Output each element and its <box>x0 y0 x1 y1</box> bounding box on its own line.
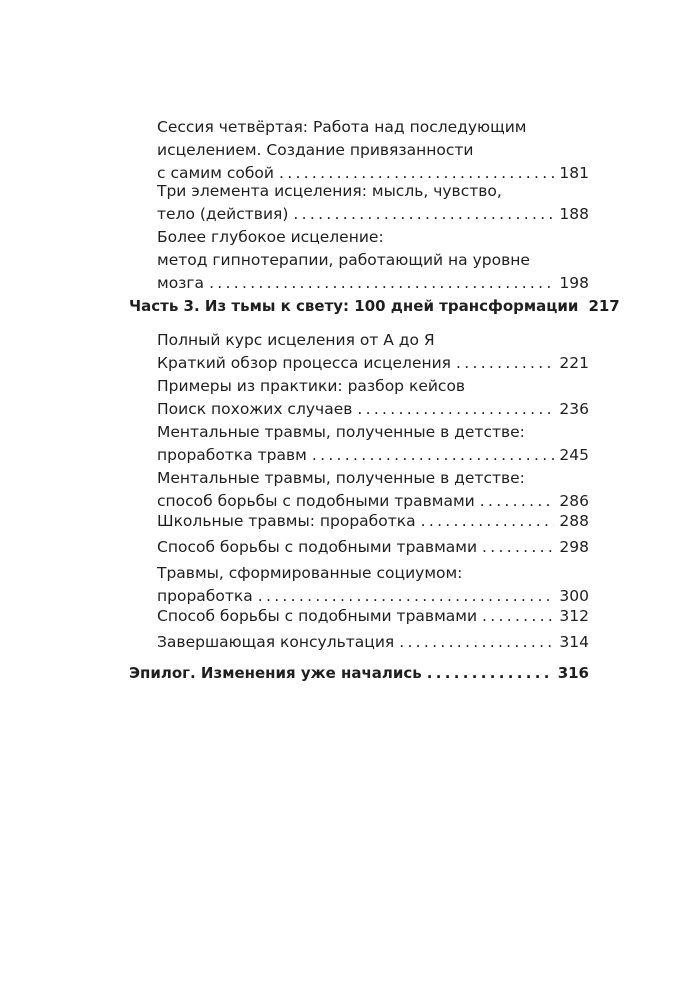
toc-entry[interactable] <box>157 536 589 559</box>
toc-entry[interactable] <box>157 631 589 654</box>
dot-leader <box>482 605 554 628</box>
toc-entry-title-line: способ борьбы с подобными травмами <box>157 492 475 510</box>
toc-entry-title-line: Завершающая консультация <box>157 633 395 651</box>
toc-entry-title-line: мозга <box>157 274 205 292</box>
toc-entry-title-line: Более глубокое исцеление: <box>157 228 384 246</box>
toc-entry-title-line: Травмы, сформированные социумом: <box>157 564 463 582</box>
toc-entry-title-line: тело (действия) <box>157 205 289 223</box>
dot-leader <box>427 662 553 685</box>
toc-entry-title-line: Способ борьбы с подобными травмами <box>157 538 478 556</box>
dot-leader <box>456 352 554 375</box>
toc-entry-title-line: с самим собой <box>157 164 274 182</box>
toc-entry[interactable] <box>157 226 589 295</box>
toc-entry-title-line: Ментальные травмы, полученные в детстве: <box>157 469 525 487</box>
dot-leader <box>357 398 554 421</box>
toc-entry-title-line: Способ борьбы с подобными травмами <box>157 607 478 625</box>
dot-leader <box>293 203 554 226</box>
toc-entry-title-line: Примеры из практики: разбор кейсов <box>157 377 466 395</box>
toc-entry[interactable] <box>157 375 589 421</box>
toc-entry-title-line: Ментальные травмы, полученные в детстве: <box>157 423 525 441</box>
page-number: 188 <box>559 205 589 223</box>
page-number: 198 <box>559 274 589 292</box>
dot-leader <box>482 536 554 559</box>
toc-entry[interactable] <box>157 329 589 375</box>
toc-entry-title-line: Школьные травмы: проработка <box>157 512 416 530</box>
page-number: 300 <box>559 587 589 605</box>
page-number: 181 <box>559 164 589 182</box>
page-number: 314 <box>559 633 589 651</box>
toc-entry[interactable] <box>157 180 589 226</box>
toc-entry-title-line: Часть 3. Из тьмы к свету: 100 дней трансформации <box>129 297 579 315</box>
page-number: 316 <box>557 664 589 682</box>
dot-leader <box>209 272 554 295</box>
toc-entry[interactable] <box>157 467 589 513</box>
page-number: 288 <box>559 512 589 530</box>
toc-entry-title-line: Краткий обзор процесса исцеления <box>157 354 452 372</box>
toc-entry[interactable] <box>157 605 589 628</box>
toc-part-entry[interactable] <box>129 295 620 318</box>
page-number: 221 <box>559 354 589 372</box>
page-number: 298 <box>559 538 589 556</box>
toc-entry-title-line: Сессия четвёртая: Работа над последующим <box>157 118 527 136</box>
toc-entry[interactable] <box>157 562 589 608</box>
toc-entry-title-line: исцелением. Создание привязанности <box>157 141 474 159</box>
dot-leader <box>399 631 554 654</box>
toc-part-entry[interactable] <box>129 662 589 685</box>
toc-entry[interactable] <box>157 510 589 533</box>
page-number: 236 <box>559 400 589 418</box>
page-number: 312 <box>559 607 589 625</box>
toc-entry[interactable] <box>157 116 589 185</box>
toc-entry-title-line: Полный курс исцеления от А до Я <box>157 331 435 349</box>
toc-entry[interactable] <box>157 421 589 467</box>
toc-entry-title-line: Три элемента исцеления: мысль, чувство, <box>157 182 502 200</box>
page-number: 286 <box>559 492 589 510</box>
toc-entry-title-line: Поиск похожих случаев <box>157 400 353 418</box>
toc-entry-title-line: проработка <box>157 587 253 605</box>
toc-entry-title-line: Эпилог. Изменения уже начались <box>129 664 422 682</box>
page-number: 217 <box>588 297 620 315</box>
toc-entry-title-line: метод гипнотерапии, работающий на уровне <box>157 251 530 269</box>
toc-entry-title-line: проработка травм <box>157 446 307 464</box>
dot-leader <box>312 444 555 467</box>
dot-leader <box>421 510 555 533</box>
page-number: 245 <box>559 446 589 464</box>
